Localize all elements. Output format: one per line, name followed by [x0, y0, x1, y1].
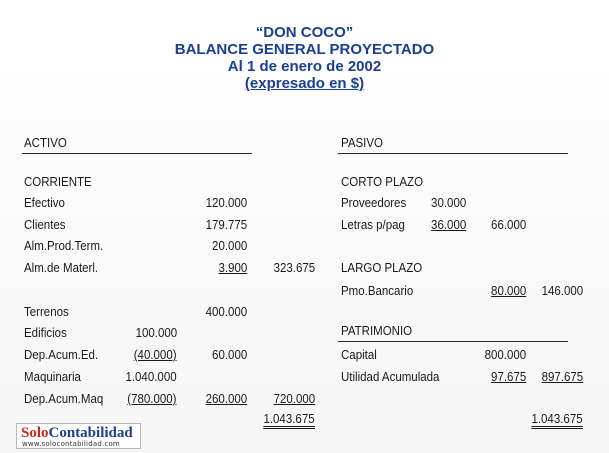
utilidad-label: Utilidad Acumulada — [341, 370, 440, 384]
capital-amount: 800.000 — [484, 348, 526, 362]
logo-brand-solo: Solo — [21, 425, 49, 441]
activo-total: 1.043.675 — [264, 412, 315, 429]
pasivo-heading: PASIVO — [341, 136, 383, 150]
company-name: “DON COCO” — [255, 24, 354, 41]
efectivo-label: Efectivo — [24, 196, 65, 210]
pmo-bancario-label: Pmo.Bancario — [341, 284, 414, 298]
activo-heading: ACTIVO — [24, 136, 67, 150]
patrimonio-total: 897.675 — [541, 370, 583, 384]
maquinaria-gross: 1.040.000 — [125, 370, 177, 384]
utilidad-amount: 97.675 — [490, 370, 526, 384]
terrenos-amount: 400.000 — [205, 305, 247, 319]
dep-acum-ed-amount: 60.000 — [211, 348, 247, 362]
alm-materl-label: Alm.de Materl. — [24, 261, 99, 275]
patrimonio-heading: PATRIMONIO — [341, 324, 413, 338]
activo-rule — [22, 153, 252, 154]
corriente-total: 323.675 — [273, 261, 315, 275]
dep-acum-maq-amount: 260.000 — [205, 392, 247, 406]
patrimonio-rule — [338, 341, 568, 342]
terrenos-label: Terrenos — [24, 305, 69, 319]
alm-materl-amount: 3.900 — [218, 261, 247, 275]
edificios-label: Edificios — [24, 326, 67, 340]
clientes-amount: 179.775 — [205, 218, 247, 232]
largo-plazo-heading: LARGO PLAZO — [341, 261, 423, 275]
dep-acum-maq-label: Dep.Acum.Maq — [24, 392, 104, 406]
fijo-total: 720.000 — [273, 392, 315, 406]
pasivo-rule — [338, 153, 568, 154]
corriente-heading: CORRIENTE — [24, 175, 92, 189]
clientes-label: Clientes — [24, 218, 66, 232]
report-date: Al 1 de enero de 2002 — [227, 58, 382, 75]
dep-acum-ed-label: Dep.Acum.Ed. — [24, 348, 99, 362]
report-title: BALANCE GENERAL PROYECTADO — [174, 41, 435, 58]
dep-acum-ed-gross: (40.000) — [134, 348, 177, 362]
logo-url: www.solocontabilidad.com — [22, 440, 120, 448]
letras-amount: 36.000 — [430, 218, 466, 232]
pmo-bancario-amount: 80.000 — [490, 284, 526, 298]
pasivo-total: 146.000 — [541, 284, 583, 298]
maquinaria-label: Maquinaria — [24, 370, 81, 384]
alm-prod-term-label: Alm.Prod.Term. — [24, 239, 104, 253]
proveedores-amount: 30.000 — [430, 196, 466, 210]
logo-brand-contabilidad: Contabilidad — [48, 425, 133, 441]
proveedores-label: Proveedores — [341, 196, 407, 210]
corto-plazo-subtotal: 66.000 — [490, 218, 526, 232]
efectivo-amount: 120.000 — [205, 196, 247, 210]
letras-label: Letras p/pag — [341, 218, 405, 232]
edificios-gross: 100.000 — [135, 326, 177, 340]
currency-note: (expresado en $) — [244, 75, 365, 92]
dep-acum-maq-gross: (780.000) — [127, 392, 177, 406]
solocontabilidad-logo[interactable] — [16, 423, 141, 449]
corto-plazo-heading: CORTO PLAZO — [341, 175, 424, 189]
alm-prod-term-amount: 20.000 — [211, 239, 247, 253]
pasivo-patrimonio-total: 1.043.675 — [532, 412, 583, 429]
capital-label: Capital — [341, 348, 377, 362]
